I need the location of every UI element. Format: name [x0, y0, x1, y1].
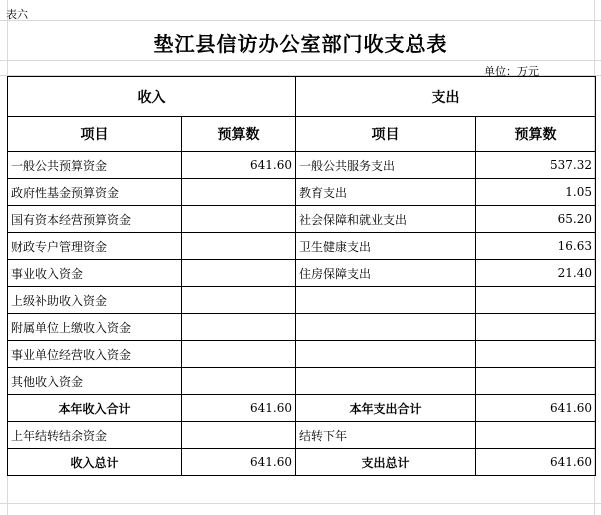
- table-row: [8, 368, 596, 395]
- expense-year-total-label[interactable]: 本年支出合计: [296, 395, 476, 422]
- expense-item[interactable]: [296, 314, 476, 341]
- column-header-row: [8, 117, 596, 152]
- expense-value[interactable]: 65.20: [476, 206, 596, 233]
- expense-carryover-label[interactable]: 结转下年: [296, 422, 476, 449]
- grid-line: [0, 20, 601, 21]
- expense-item[interactable]: 教育支出: [296, 179, 476, 206]
- expense-item[interactable]: 社会保障和就业支出: [296, 206, 476, 233]
- table-row: [8, 179, 596, 206]
- income-year-total-value[interactable]: 641.60: [182, 395, 296, 422]
- income-value[interactable]: [182, 233, 296, 260]
- section-header-row: [8, 77, 596, 117]
- expense-item[interactable]: 住房保障支出: [296, 260, 476, 287]
- income-header: 收入: [8, 77, 296, 117]
- table-row: [8, 260, 596, 287]
- income-value[interactable]: [182, 179, 296, 206]
- table-row: [8, 233, 596, 260]
- unit-label: 单位：万元: [484, 65, 539, 78]
- income-budget-header: 预算数: [182, 117, 296, 152]
- expense-value[interactable]: [476, 287, 596, 314]
- table-row: [8, 287, 596, 314]
- expense-value[interactable]: [476, 368, 596, 395]
- income-item[interactable]: 事业收入资金: [8, 260, 182, 287]
- expense-item-header: 项目: [296, 117, 476, 152]
- table-row: [8, 152, 596, 179]
- income-item[interactable]: 财政专户管理资金: [8, 233, 182, 260]
- expense-grand-total-label[interactable]: 支出总计: [296, 449, 476, 476]
- income-carryover-label[interactable]: 上年结转结余资金: [8, 422, 182, 449]
- income-value[interactable]: [182, 206, 296, 233]
- grid-line: [0, 60, 601, 61]
- carryover-row: [8, 422, 596, 449]
- expense-value[interactable]: [476, 314, 596, 341]
- income-year-total-label[interactable]: 本年收入合计: [8, 395, 182, 422]
- income-value[interactable]: [182, 314, 296, 341]
- income-grand-total-value[interactable]: 641.60: [182, 449, 296, 476]
- table-row: [8, 206, 596, 233]
- expense-carryover-value[interactable]: [476, 422, 596, 449]
- budget-table: [7, 76, 596, 476]
- page-title: 垫江县信访办公室部门收支总表: [153, 32, 448, 56]
- income-item[interactable]: 一般公共预算资金: [8, 152, 182, 179]
- income-item[interactable]: 上级补助收入资金: [8, 287, 182, 314]
- income-item[interactable]: 国有资本经营预算资金: [8, 206, 182, 233]
- sheet-label: 表六: [6, 8, 28, 21]
- expense-value[interactable]: 21.40: [476, 260, 596, 287]
- income-value[interactable]: [182, 260, 296, 287]
- expense-value[interactable]: 16.63: [476, 233, 596, 260]
- expense-budget-header: 预算数: [476, 117, 596, 152]
- grid-line: [0, 503, 601, 504]
- income-value[interactable]: 641.60: [182, 152, 296, 179]
- income-item-header: 项目: [8, 117, 182, 152]
- expense-value[interactable]: 537.32: [476, 152, 596, 179]
- expense-header: 支出: [296, 77, 596, 117]
- table-row: [8, 341, 596, 368]
- income-item[interactable]: 附属单位上缴收入资金: [8, 314, 182, 341]
- income-item[interactable]: 其他收入资金: [8, 368, 182, 395]
- expense-item[interactable]: [296, 341, 476, 368]
- expense-item[interactable]: 一般公共服务支出: [296, 152, 476, 179]
- grand-total-row: [8, 449, 596, 476]
- income-grand-total-label[interactable]: 收入总计: [8, 449, 182, 476]
- year-total-row: [8, 395, 596, 422]
- expense-value[interactable]: 1.05: [476, 179, 596, 206]
- income-value[interactable]: [182, 287, 296, 314]
- income-item[interactable]: 事业单位经营收入资金: [8, 341, 182, 368]
- income-value[interactable]: [182, 368, 296, 395]
- table-row: [8, 314, 596, 341]
- expense-grand-total-value[interactable]: 641.60: [476, 449, 596, 476]
- income-value[interactable]: [182, 341, 296, 368]
- expense-year-total-value[interactable]: 641.60: [476, 395, 596, 422]
- expense-item[interactable]: [296, 287, 476, 314]
- income-item[interactable]: 政府性基金预算资金: [8, 179, 182, 206]
- expense-item[interactable]: 卫生健康支出: [296, 233, 476, 260]
- expense-item[interactable]: [296, 368, 476, 395]
- income-carryover-value[interactable]: [182, 422, 296, 449]
- expense-value[interactable]: [476, 341, 596, 368]
